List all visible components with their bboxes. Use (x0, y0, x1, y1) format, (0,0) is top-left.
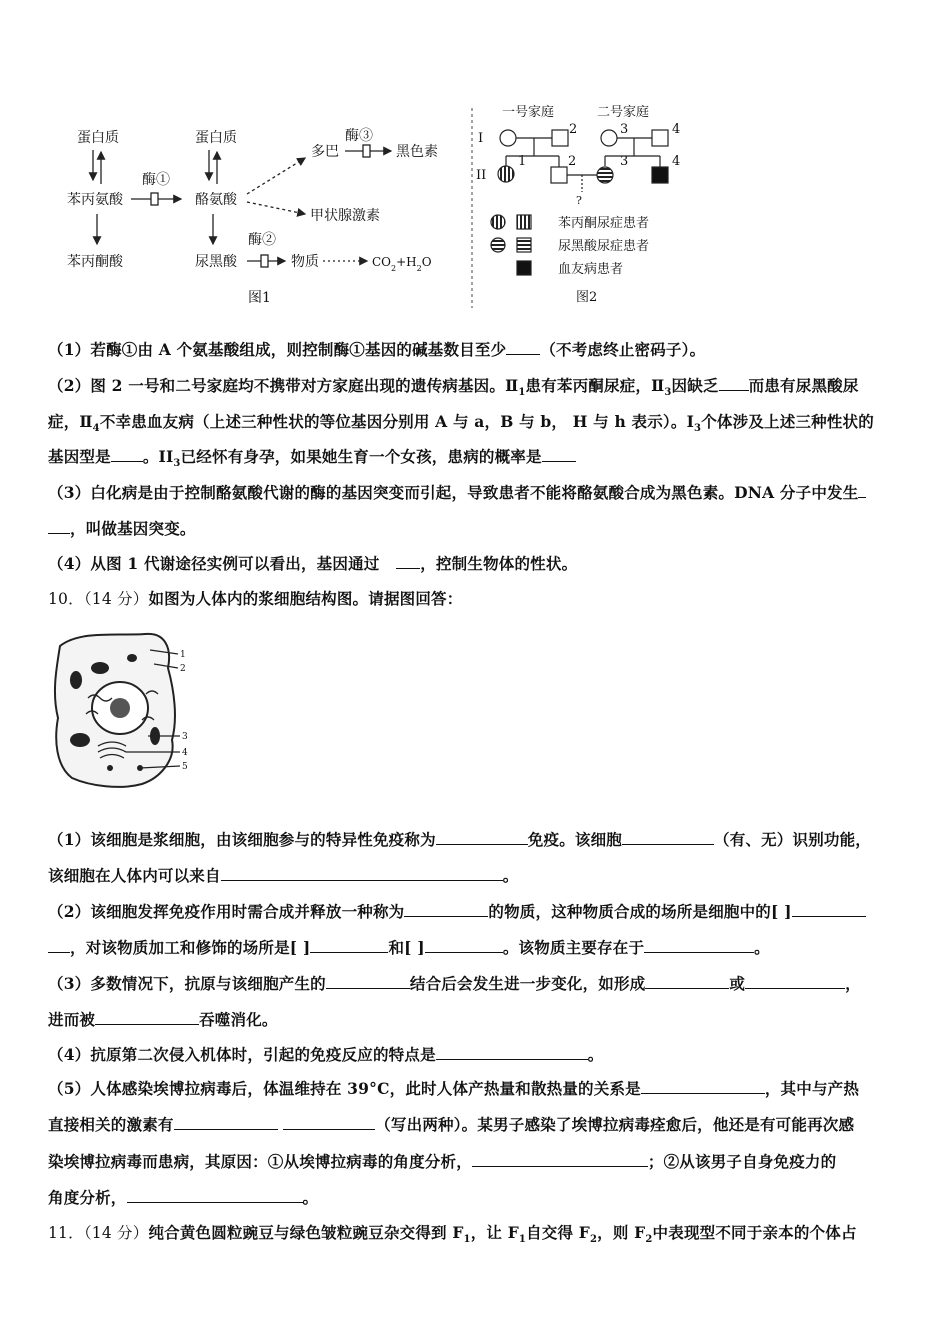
q9-part2-sub: 4 (92, 423, 100, 435)
q11-sub: 2 (645, 1234, 653, 1246)
q10-part3-text: （3）多数情况下，抗原与该细胞产生的 (48, 974, 326, 993)
legend-pku-label: 苯丙酮尿症患者 (558, 216, 650, 231)
melanin-label: 黑色素 (396, 144, 438, 160)
cell-label-5: 5 (182, 762, 188, 772)
legend-alk-label: 尿黑酸尿症患者 (558, 239, 650, 254)
q9-part2-text: 。II (142, 447, 174, 466)
q9-part2-text: 症，Ⅱ (48, 412, 93, 431)
ii2-number: 2 (568, 154, 577, 169)
gen2-label: II (476, 168, 487, 183)
q10-synthesis-site-blank[interactable] (792, 902, 866, 917)
dopa-label: 多巴 (311, 144, 339, 160)
substance-label: 物质 (291, 254, 319, 270)
figure-divider (470, 108, 474, 308)
legend-hemo-label: 血友病患者 (558, 262, 624, 277)
q9-part3-line2 (48, 517, 196, 539)
homogentisic-label: 尿黑酸 (195, 254, 237, 270)
q9-part4-text: （4）从图 1 代谢途径实例可以看出，基因通过 (48, 554, 380, 573)
q11-stem-text: 自交得 F (526, 1223, 590, 1242)
q10-part4 (48, 1043, 604, 1065)
q9-part1-blank[interactable] (506, 340, 540, 355)
q10-part5-text: （5）人体感染埃博拉病毒后，体温维持在 39°C，此时人体产热量和散热量的关系是 (48, 1079, 641, 1098)
q10-points: （14 分） (83, 590, 149, 608)
q10-heat-balance-blank[interactable] (641, 1079, 765, 1094)
q9-part2-text: （2）图 2 一号和二号家庭均不携带对方家庭出现的遗传病基因。Ⅱ (48, 376, 519, 395)
q9-genotype-blank[interactable] (111, 447, 143, 462)
cell-label-3: 3 (182, 732, 188, 742)
q10-part1-text: 。 (502, 866, 519, 885)
q10-part2-text: 和[ ] (388, 938, 425, 957)
q11-number: 11． (48, 1224, 84, 1242)
q10-hormone2-blank[interactable] (283, 1115, 375, 1130)
q10-phagocyte-blank[interactable] (95, 1010, 199, 1025)
q10-part1-text: 该细胞在人体内可以来自 (48, 866, 221, 885)
q9-mutation-blank-cont[interactable] (48, 519, 70, 534)
q11-points: （14 分） (83, 1224, 149, 1242)
q9-part2-text: 而患有尿黑酸尿 (748, 376, 859, 395)
q10-part2-line1 (48, 900, 866, 922)
q11-sub: 1 (463, 1234, 471, 1246)
q10-part5-text: ，其中与产热 (764, 1079, 860, 1098)
q9-part3-text: ，叫做基因突变。 (70, 519, 196, 538)
q10-part2-text: 的物质，这种物质合成的场所是细胞中的[ ] (488, 902, 792, 921)
q9-part1 (48, 338, 705, 360)
q10-origin-blank[interactable] (221, 866, 503, 881)
ii4-number: 4 (672, 154, 681, 169)
q10-part5-line3 (48, 1150, 836, 1172)
q10-part3-text: 吞噬消化。 (199, 1010, 278, 1029)
q9-part2-text: 患有苯丙酮尿症，Ⅱ (525, 376, 665, 395)
q10-part2-text: ，对该物质加工和修饰的场所是[ ] (70, 938, 311, 957)
q10-part3-text: ， (845, 974, 861, 993)
q9-part2-sub: 3 (694, 423, 702, 435)
q10-part5-text: （写出两种）。某男子感染了埃博拉病毒痊愈后，他还是有可能再次感 (375, 1115, 855, 1134)
q10-number: 10． (48, 590, 84, 608)
q10-part2-line2 (48, 936, 770, 958)
q9-part2-line3 (48, 445, 576, 469)
q9-part2-sub: 3 (664, 387, 672, 399)
ii3-number: 3 (620, 154, 629, 169)
q10-part2-text: 。该物质主要存在于 (502, 938, 645, 957)
q9-part3-text: （3）白化病是由于控制酪氨酸代谢的酶的基因突变而引起，导致患者不能将酪氨酸合成为黑色素。DNA 分子中发生 (48, 483, 859, 502)
q10-processing-site1-blank[interactable] (310, 938, 388, 953)
q9-part2-text: 因缺乏 (671, 376, 719, 395)
q11-sub: 2 (590, 1234, 598, 1246)
q10-form2-blank[interactable] (745, 974, 845, 989)
cell-label-1: 1 (180, 650, 186, 660)
enzyme3-label: 酶③ (345, 128, 373, 144)
figure-2-pedigree (476, 100, 696, 310)
q10-immunity-blank[interactable] (436, 830, 528, 845)
q9-part2-text: 个体涉及上述三种性状的 (701, 412, 874, 431)
q11-sub: 1 (518, 1234, 527, 1246)
tyr-label: 酪氨酸 (195, 192, 237, 208)
q10-hormone1-blank[interactable] (174, 1115, 278, 1130)
protein-left-label: 蛋白质 (77, 130, 119, 146)
q9-part2-sub: 3 (173, 458, 181, 470)
q9-part2-line1 (48, 374, 859, 398)
q10-part5-text: 染埃博拉病毒而患病，其原因：①从埃博拉病毒的角度分析， (48, 1152, 472, 1171)
i2-number: 2 (569, 122, 578, 137)
family2-label: 二号家庭 (597, 105, 650, 120)
cell-label-4: 4 (182, 748, 188, 758)
cell-label-2: 2 (180, 664, 186, 674)
q10-part1-line1 (48, 828, 871, 850)
q10-stem-text: 如图为人体内的浆细胞结构图。请据图回答： (148, 589, 463, 608)
q11-stem (48, 1221, 857, 1245)
q10-immunity-reason-blank[interactable] (127, 1188, 303, 1203)
q11-stem-text: ，则 F (597, 1223, 646, 1242)
q9-part2-text: 已经怀有身孕，如果她生育一个女孩，患病的概率是 (180, 447, 542, 466)
q9-part2-line2 (48, 410, 874, 434)
q10-synthesis-site-blank-cont[interactable] (48, 938, 70, 953)
figure2-caption: 图2 (576, 290, 598, 305)
q10-part5-line2 (48, 1113, 854, 1135)
figure-1-metabolic-pathway (55, 118, 455, 313)
q9-part1-text-end: （不考虑终止密码子）。 (540, 340, 706, 359)
q9-part2-sub: 1 (518, 387, 526, 399)
q10-part4-text: （4）抗原第二次侵入机体时，引起的免疫反应的特点是 (48, 1045, 436, 1064)
q9-enzyme-blank[interactable] (719, 376, 749, 391)
q10-part4-text: 。 (587, 1045, 604, 1064)
gen1-label: I (478, 131, 484, 146)
q11-stem-text: 纯合黄色圆粒豌豆与绿色皱粒豌豆杂交得到 F (148, 1223, 464, 1242)
figure1-caption: 图1 (248, 290, 271, 306)
family1-label: 一号家庭 (502, 105, 555, 120)
phe-label: 苯丙氨酸 (67, 192, 123, 208)
q9-part4-blank[interactable] (396, 554, 420, 569)
phe-ketone-label: 苯丙酮酸 (67, 254, 123, 270)
protein-right-label: 蛋白质 (195, 130, 237, 146)
q10-part1-text: （1）该细胞是浆细胞，由该细胞参与的特异性免疫称为 (48, 830, 436, 849)
q10-part3-line2 (48, 1008, 278, 1030)
q10-stem (48, 587, 462, 609)
q11-stem-text: ，让 F (470, 1223, 519, 1242)
plasma-cell-diagram (50, 628, 200, 793)
q10-part3-line1 (48, 972, 861, 994)
ii1-number: 1 (518, 154, 527, 169)
q9-part2-text: 基因型是 (48, 447, 111, 466)
q9-part2-text: 不幸患血友病（上述三种性状的等位基因分别用 A 与 a，B 与 b， H 与 h 表示）。I (99, 412, 695, 431)
q10-part5-text: 直接相关的激素有 (48, 1115, 174, 1134)
q10-secondary-response-blank[interactable] (436, 1045, 588, 1060)
q10-part3-text: 结合后会发生进一步变化，如形成 (409, 974, 646, 993)
q10-part1-text: （有、无）识别功能， (714, 830, 872, 849)
q10-processing-site2-blank[interactable] (425, 938, 503, 953)
q10-part5-line1 (48, 1077, 859, 1099)
q10-part2-text: （2）该细胞发挥免疫作用时需合成并释放一种称为 (48, 902, 405, 921)
unknown-child-mark: ? (576, 194, 582, 207)
q10-form1-blank[interactable] (645, 974, 729, 989)
q10-recognition-blank[interactable] (622, 830, 714, 845)
q9-part1-text: （1）若酶①由 A 个氨基酸组成，则控制酶①基因的碱基数目至少 (48, 340, 507, 359)
q9-probability-blank[interactable] (542, 447, 576, 462)
q11-stem-text: 中表现型不同于亲本的个体占 (652, 1223, 857, 1242)
q10-part1-text: 免疫。该细胞 (527, 830, 622, 849)
q10-virus-reason-blank[interactable] (472, 1152, 648, 1167)
enzyme2-label: 酶② (248, 232, 276, 248)
q10-part3-text: 进而被 (48, 1010, 96, 1029)
i4-number: 4 (672, 122, 681, 137)
q10-part1-line2 (48, 864, 518, 886)
q9-part4-text: ，控制生物体的性状。 (420, 554, 578, 573)
q10-part3-text: 或 (729, 974, 746, 993)
q10-substance-blank[interactable] (404, 902, 488, 917)
i3-number: 3 (620, 122, 629, 137)
q9-part3-line1 (48, 481, 866, 503)
q10-part5-text: 角度分析， (48, 1188, 127, 1207)
thyroxine-label: 甲状腺激素 (310, 208, 380, 224)
q10-part2-text: 。 (754, 938, 770, 957)
products-label: $CO_2+H_2O$ (372, 255, 432, 273)
q10-antibody-blank[interactable] (326, 974, 410, 989)
q9-part4 (48, 552, 577, 574)
q9-mutation-blank[interactable] (858, 483, 866, 498)
q10-part5-text: 。 (302, 1188, 319, 1207)
q10-part5-text: ；②从该男子自身免疫力的 (647, 1152, 837, 1171)
enzyme1-label: 酶① (142, 172, 170, 188)
q10-part5-line4 (48, 1186, 318, 1208)
q10-location-blank[interactable] (644, 938, 754, 953)
